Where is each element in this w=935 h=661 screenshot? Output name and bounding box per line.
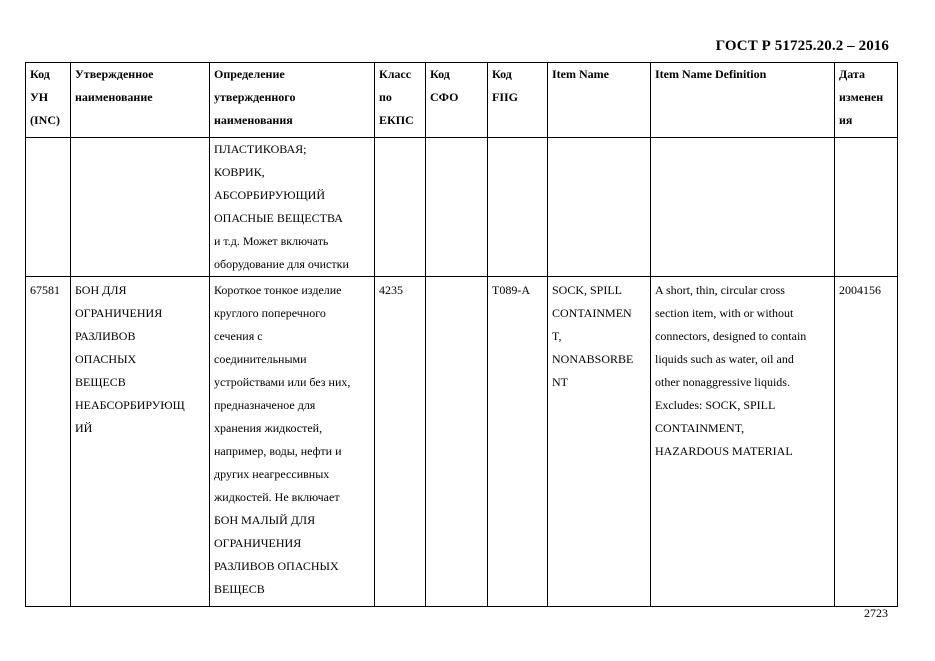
col-header-item-name-definition: Item Name Definition — [651, 63, 835, 138]
document-header: ГОСТ Р 51725.20.2 – 2016 — [715, 38, 889, 54]
cell-ekps-class — [375, 138, 426, 277]
col-header-ekps-class: Класс по ЕКПС — [375, 63, 426, 138]
table-header-row — [26, 63, 898, 138]
page-number: 2723 — [864, 606, 888, 620]
cell-item-name-definition — [651, 138, 835, 277]
cell-item-name: SOCK, SPILL CONTAINMEN T, NONABSORBE NT — [548, 277, 651, 607]
cell-approved-name — [71, 138, 210, 277]
col-header-fiig-code: Код FIIG — [488, 63, 548, 138]
gost-table — [25, 62, 898, 607]
cell-sfo-code — [426, 277, 488, 607]
cell-definition: ПЛАСТИКОВАЯ; КОВРИК, АБСОРБИРУЮЩИЙ ОПАСНЫЕ ВЕЩЕСТВА и т.д. Может включать оборудование для очистки — [210, 138, 375, 277]
col-header-item-name: Item Name — [548, 63, 651, 138]
col-header-inc: Код УН (INC) — [26, 63, 71, 138]
table-row — [26, 277, 898, 607]
cell-inc: 67581 — [26, 277, 71, 607]
col-header-definition: Определение утвержденного наименования — [210, 63, 375, 138]
cell-item-name-definition: A short, thin, circular cross section item, with or without connectors, designed to contain liquids such as water, oil and other nonaggressive liquids. Excludes: SOCK, SPILL CONTAINMENT, HAZARDOUS MATERIAL — [651, 277, 835, 607]
cell-item-name — [548, 138, 651, 277]
cell-fiig-code — [488, 138, 548, 277]
col-header-change-date: Дата изменен ия — [835, 63, 898, 138]
cell-ekps-class: 4235 — [375, 277, 426, 607]
cell-definition: Короткое тонкое изделие круглого поперечного сечения с соединительными устройствами или без них, предназначеное для хранения жидкостей, например, воды, нефти и других неагрессивных жидкостей. Не включает БОН МАЛЫЙ ДЛЯ ОГРАНИЧЕНИЯ РАЗЛИВОВ ОПАСНЫХ ВЕЩЕСВ — [210, 277, 375, 607]
cell-change-date — [835, 138, 898, 277]
cell-fiig-code: T089-A — [488, 277, 548, 607]
cell-approved-name: БОН ДЛЯ ОГРАНИЧЕНИЯ РАЗЛИВОВ ОПАСНЫХ ВЕЩЕСВ НЕАБСОРБИРУЮЩ ИЙ — [71, 277, 210, 607]
col-header-approved-name: Утвержденное наименование — [71, 63, 210, 138]
col-header-sfo-code: Код СФО — [426, 63, 488, 138]
table-row — [26, 138, 898, 277]
cell-change-date: 2004156 — [835, 277, 898, 607]
cell-sfo-code — [426, 138, 488, 277]
cell-inc — [26, 138, 71, 277]
